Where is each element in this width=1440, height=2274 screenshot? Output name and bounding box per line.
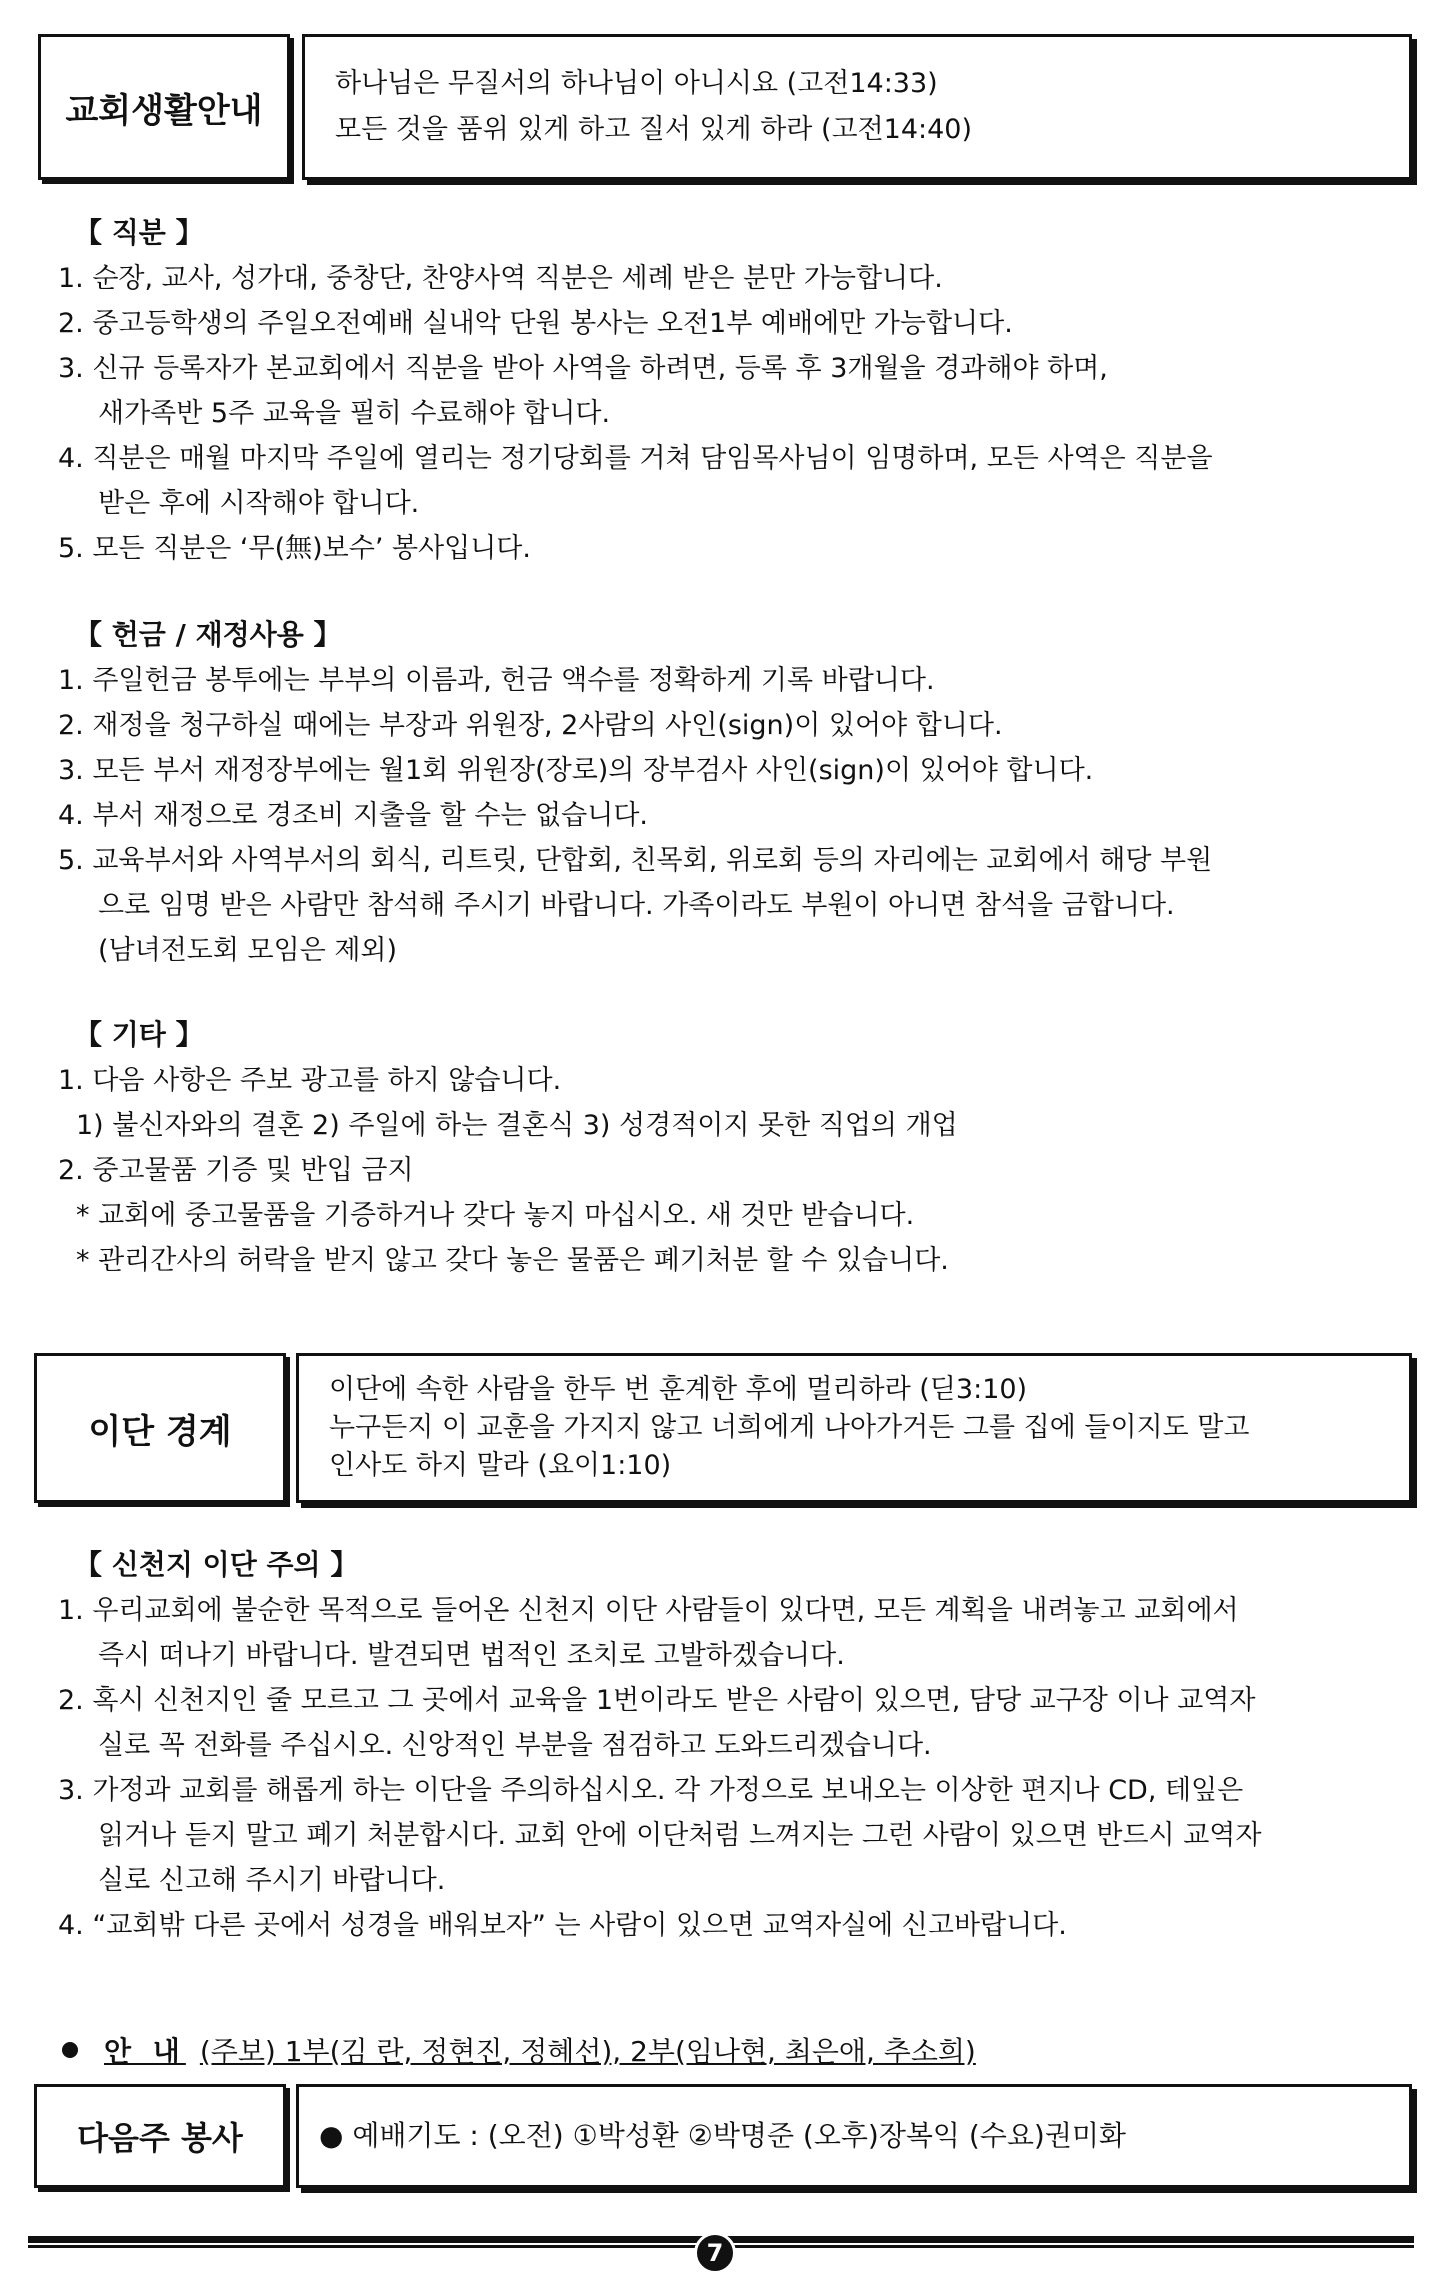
quote-line: 누구든지 이 교훈을 가지지 않고 너희에게 나아가거든 그를 집에 들이지도 말고 <box>329 1412 1250 1443</box>
header-church-life-quote <box>302 34 1412 180</box>
list-item: 으로 임명 받은 사람만 참석해 주시기 바랍니다. 가족이라도 부원이 아니면 참석을 금합니다. <box>98 890 1175 921</box>
section-heresy <box>58 1542 1398 1948</box>
list-item: 3. 모든 부서 재정장부에는 월1회 위원장(장로)의 장부검사 사인(sign)이 있어야 합니다. <box>58 755 1094 786</box>
next-week-service <box>34 2084 1412 2188</box>
list-item: 실로 꼭 전화를 주십시오. 신앙적인 부분을 점검하고 도와드리겠습니다. <box>98 1730 932 1761</box>
list-item: 1. 주일헌금 봉투에는 부부의 이름과, 헌금 액수를 정확하게 기록 바랍니다. <box>58 665 935 696</box>
list-item: 새가족반 5주 교육을 필히 수료해야 합니다. <box>98 398 611 429</box>
section-duty <box>58 210 1398 571</box>
list-item: 1) 불신자와의 결혼 2) 주일에 하는 결혼식 3) 성경적이지 못한 직업의 개업 <box>76 1110 958 1141</box>
header-heresy-warning <box>34 1353 1412 1503</box>
list-item: 2. 중고등학생의 주일오전예배 실내악 단원 봉사는 오전1부 예배에만 가능합니다. <box>58 308 1013 339</box>
next-week-label: 다음주 봉사 <box>34 2084 286 2188</box>
list-item: 받은 후에 시작해야 합니다. <box>98 488 420 519</box>
quote-line: 모든 것을 품위 있게 하고 질서 있게 하라 (고전14:40) <box>335 114 973 145</box>
list-item: * 교회에 중고물품을 기증하거나 갖다 놓지 마십시오. 새 것만 받습니다. <box>76 1200 915 1231</box>
section-finance <box>58 612 1398 973</box>
quote-line: 인사도 하지 말라 (요이1:10) <box>329 1450 672 1481</box>
list-item: 1. 순장, 교사, 성가대, 중창단, 찬양사역 직분은 세례 받은 분만 가능합니다. <box>58 263 943 294</box>
header-church-life <box>38 34 1412 180</box>
bullet-icon <box>62 2042 78 2058</box>
list-item: 1. 다음 사항은 주보 광고를 하지 않습니다. <box>58 1065 562 1096</box>
list-item: 즉시 떠나기 바랍니다. 발견되면 법적인 조치로 고발하겠습니다. <box>98 1640 845 1671</box>
list-item: 실로 신고해 주시기 바랍니다. <box>98 1865 446 1896</box>
next-week-content <box>296 2084 1412 2188</box>
next-week-text: ● 예배기도 : (오전) ①박성환 ②박명준 (오후)장복익 (수요)권미화 <box>319 2119 1126 2152</box>
section-title: 【 기타 】 <box>74 1018 204 1051</box>
notice-text: (주보) 1부(김 란, 정현진, 정혜선), 2부(임나현, 최은애, 추소희) <box>199 2035 976 2068</box>
section-etc <box>58 1012 1398 1283</box>
section-title: 【 직분 】 <box>74 216 204 249</box>
list-item: 5. 교육부서와 사역부서의 회식, 리트릿, 단합회, 친목회, 위로회 등의 자리에는 교회에서 해당 부원 <box>58 845 1213 876</box>
list-item: 읽거나 듣지 말고 폐기 처분합시다. 교회 안에 이단처럼 느껴지는 그런 사람이 있으면 반드시 교역자 <box>98 1820 1262 1851</box>
header-church-life-label: 교회생활안내 <box>38 34 290 180</box>
quote-line: 이단에 속한 사람을 한두 번 훈계한 후에 멀리하라 (딛3:10) <box>329 1374 1028 1405</box>
list-item: 2. 중고물품 기증 및 반입 금지 <box>58 1155 414 1186</box>
section-title: 【 헌금 / 재정사용 】 <box>74 618 342 651</box>
header-heresy-quote <box>296 1353 1412 1503</box>
list-item: 5. 모든 직분은 ‘무(無)보수’ 봉사입니다. <box>58 533 531 564</box>
list-item: (남녀전도회 모임은 제외) <box>98 935 398 966</box>
list-item: 4. 부서 재정으로 경조비 지출을 할 수는 없습니다. <box>58 800 648 831</box>
list-item: 3. 가정과 교회를 해롭게 하는 이단을 주의하십시오. 각 가정으로 보내오는 이상한 편지나 CD, 테잎은 <box>58 1775 1244 1806</box>
list-item: 4. 직분은 매월 마지막 주일에 열리는 정기당회를 거쳐 담임목사님이 임명하며, 모든 사역은 직분을 <box>58 443 1213 474</box>
list-item: 2. 재정을 청구하실 때에는 부장과 위원장, 2사람의 사인(sign)이 있어야 합니다. <box>58 710 1003 741</box>
page-number: 7 <box>694 2232 736 2274</box>
list-item: 4. “교회밖 다른 곳에서 성경을 배워보자” 는 사람이 있으면 교역자실에 신고바랍니다. <box>58 1910 1067 1941</box>
notice-title: 안 내 <box>104 2035 186 2068</box>
list-item: 1. 우리교회에 불순한 목적으로 들어온 신천지 이단 사람들이 있다면, 모든 계획을 내려놓고 교회에서 <box>58 1595 1239 1626</box>
header-heresy-label: 이단 경계 <box>34 1353 286 1503</box>
list-item: 3. 신규 등록자가 본교회에서 직분을 받아 사역을 하려면, 등록 후 3개월을 경과해야 하며, <box>58 353 1108 384</box>
notice-line <box>62 2030 976 2070</box>
quote-line: 하나님은 무질서의 하나님이 아니시요 (고전14:33) <box>335 68 938 99</box>
section-title: 【 신천지 이단 주의 】 <box>74 1548 359 1581</box>
list-item: * 관리간사의 허락을 받지 않고 갖다 놓은 물품은 폐기처분 할 수 있습니다. <box>76 1245 949 1276</box>
list-item: 2. 혹시 신천지인 줄 모르고 그 곳에서 교육을 1번이라도 받은 사람이 있으면, 담당 교구장 이나 교역자 <box>58 1685 1256 1716</box>
